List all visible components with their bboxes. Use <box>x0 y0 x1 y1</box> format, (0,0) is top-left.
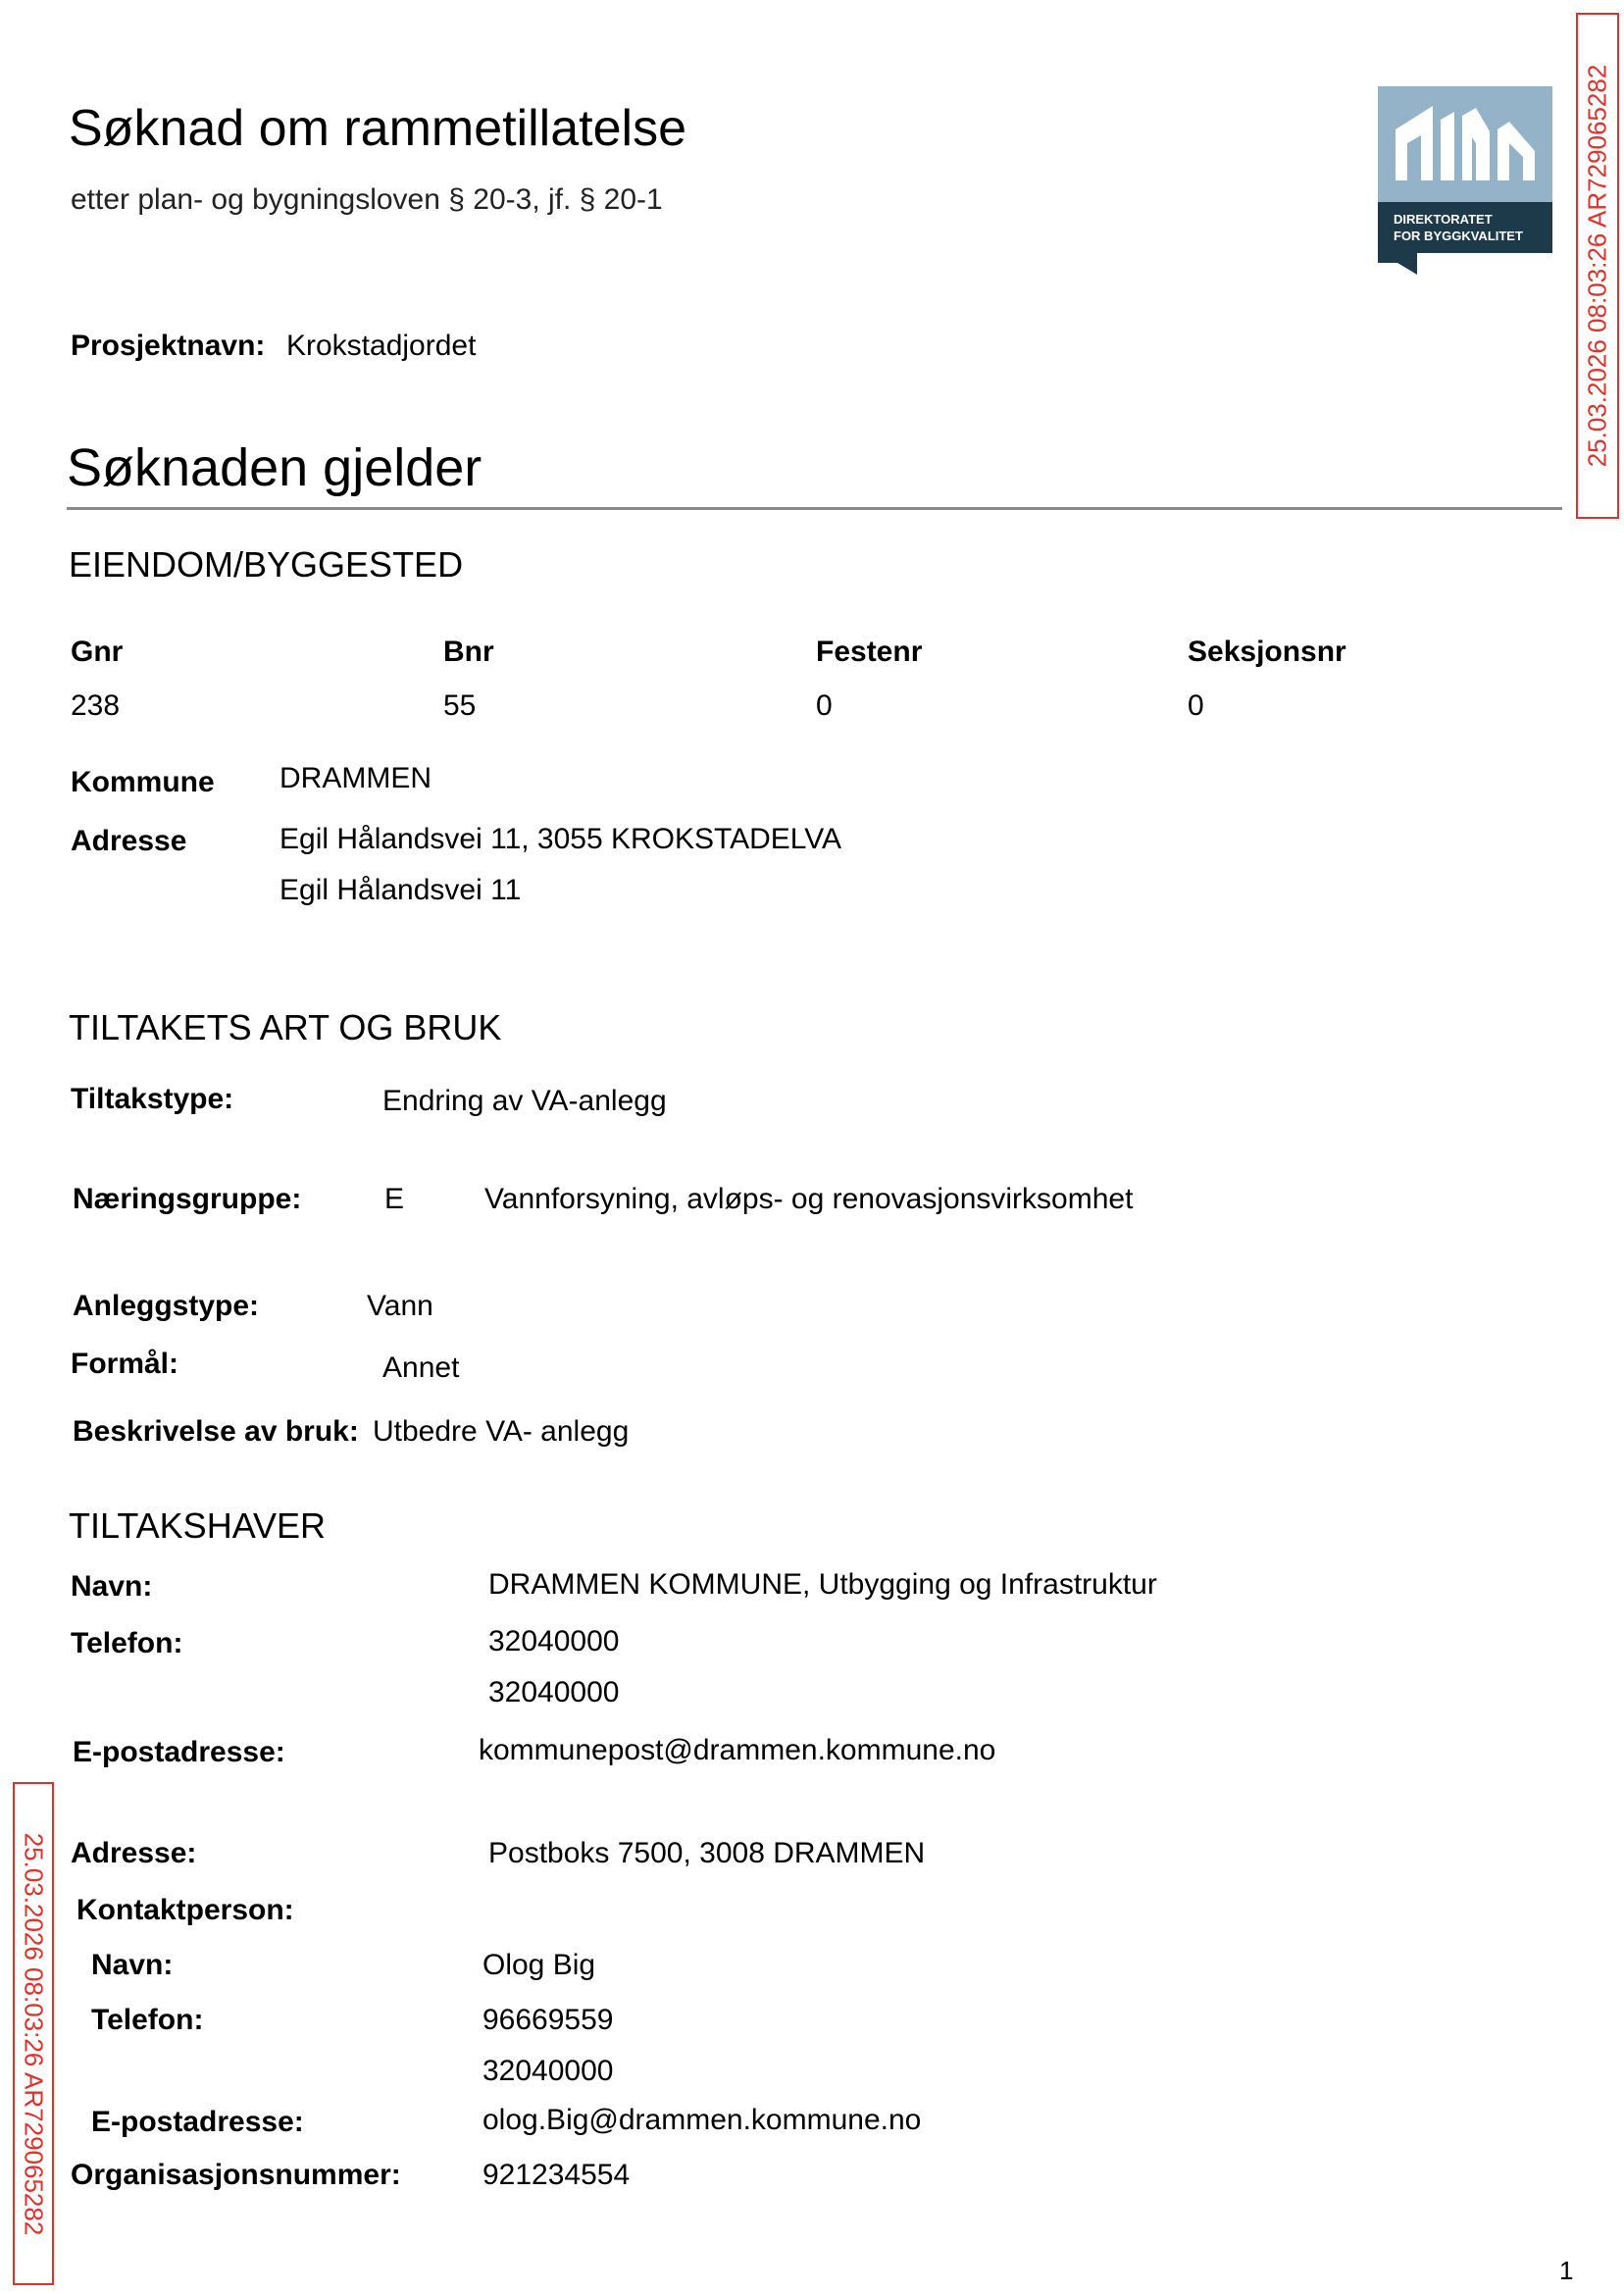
kontakt-navn-value: Olog Big <box>482 1949 596 1981</box>
gnr-label: Gnr <box>71 636 124 668</box>
telefon-value-1: 32040000 <box>488 1625 620 1657</box>
kontakt-navn-label: Navn: <box>91 1949 174 1981</box>
timestamp-stamp-top <box>1576 13 1619 519</box>
project-name-label: Prosjektnavn: <box>71 330 266 362</box>
formal-label: Formål: <box>71 1348 179 1380</box>
tiltakshaver-adresse-label: Adresse: <box>71 1837 197 1869</box>
adresse-line1: Egil Hålandsvei 11, 3055 KROKSTADELVA <box>279 823 842 855</box>
kontakt-epost-value: olog.Big@drammen.kommune.no <box>482 2104 922 2136</box>
naeringsgruppe-code: E <box>384 1183 405 1215</box>
page-title: Søknad om rammetillatelse <box>69 100 686 157</box>
beskrivelse-label: Beskrivelse av bruk: <box>73 1415 359 1448</box>
orgnr-label: Organisasjonsnummer: <box>71 2159 401 2191</box>
section-title: Søknaden gjelder <box>67 438 482 497</box>
logo-line2: FOR BYGGKVALITET <box>1394 229 1523 243</box>
tiltakshaver-adresse-value: Postboks 7500, 3008 DRAMMEN <box>488 1837 926 1869</box>
festenr-label: Festenr <box>816 636 923 668</box>
orgnr-value: 921234554 <box>482 2159 631 2191</box>
kontakt-telefon-value-2: 32040000 <box>482 2055 614 2087</box>
logo-line1: DIREKTORATET <box>1394 212 1493 227</box>
festenr-value: 0 <box>816 689 833 722</box>
kommune-label: Kommune <box>71 766 215 798</box>
kommune-value: DRAMMEN <box>279 762 431 794</box>
tiltakstype-value: Endring av VA-anlegg <box>382 1085 667 1117</box>
adresse-line2: Egil Hålandsvei 11 <box>279 874 522 906</box>
naeringsgruppe-label: Næringsgruppe: <box>73 1183 302 1215</box>
kontakt-telefon-label: Telefon: <box>91 2004 204 2036</box>
anleggstype-label: Anleggstype: <box>73 1290 260 1322</box>
page-subtitle: etter plan- og bygningsloven § 20-3, jf. § 20-1 <box>71 183 663 216</box>
epost-label: E-postadresse: <box>73 1736 285 1768</box>
beskrivelse-value: Utbedre VA- anlegg <box>373 1415 630 1448</box>
dibk-logo <box>1378 86 1552 275</box>
project-name-value: Krokstadjordet <box>286 330 477 362</box>
bnr-value: 55 <box>443 689 477 722</box>
telefon-label: Telefon: <box>71 1627 183 1659</box>
stamp-text: 25.03.2026 08:03:26 AR729065282 <box>19 1832 49 2235</box>
page-number: 1 <box>1559 2256 1574 2285</box>
formal-value: Annet <box>382 1351 460 1384</box>
bnr-label: Bnr <box>443 636 494 668</box>
naeringsgruppe-value: Vannforsyning, avløps- og renovasjonsvirksomhet <box>484 1183 1134 1215</box>
kontaktperson-label: Kontaktperson: <box>76 1894 294 1926</box>
anleggstype-value: Vann <box>367 1290 433 1322</box>
eiendom-heading: EIENDOM/BYGGESTED <box>69 544 464 585</box>
kontakt-epost-label: E-postadresse: <box>91 2106 304 2138</box>
kontakt-telefon-value-1: 96669559 <box>482 2004 614 2036</box>
navn-value: DRAMMEN KOMMUNE, Utbygging og Infrastruktur <box>488 1568 1157 1601</box>
timestamp-stamp-bottom <box>13 1782 54 2285</box>
section-divider <box>67 507 1562 510</box>
stamp-text: 25.03.2026 08:03:26 AR729065282 <box>1582 64 1612 468</box>
tiltakshaver-heading: TILTAKSHAVER <box>69 1505 327 1546</box>
adresse-label: Adresse <box>71 825 187 857</box>
epost-value: kommunepost@drammen.kommune.no <box>479 1734 996 1766</box>
telefon-value-2: 32040000 <box>488 1676 620 1708</box>
seksjonsnr-label: Seksjonsnr <box>1188 636 1346 668</box>
gnr-value: 238 <box>71 689 121 722</box>
tiltak-heading: TILTAKETS ART OG BRUK <box>69 1007 502 1047</box>
navn-label: Navn: <box>71 1570 153 1603</box>
tiltakstype-label: Tiltakstype: <box>71 1083 234 1115</box>
seksjonsnr-value: 0 <box>1188 689 1204 722</box>
